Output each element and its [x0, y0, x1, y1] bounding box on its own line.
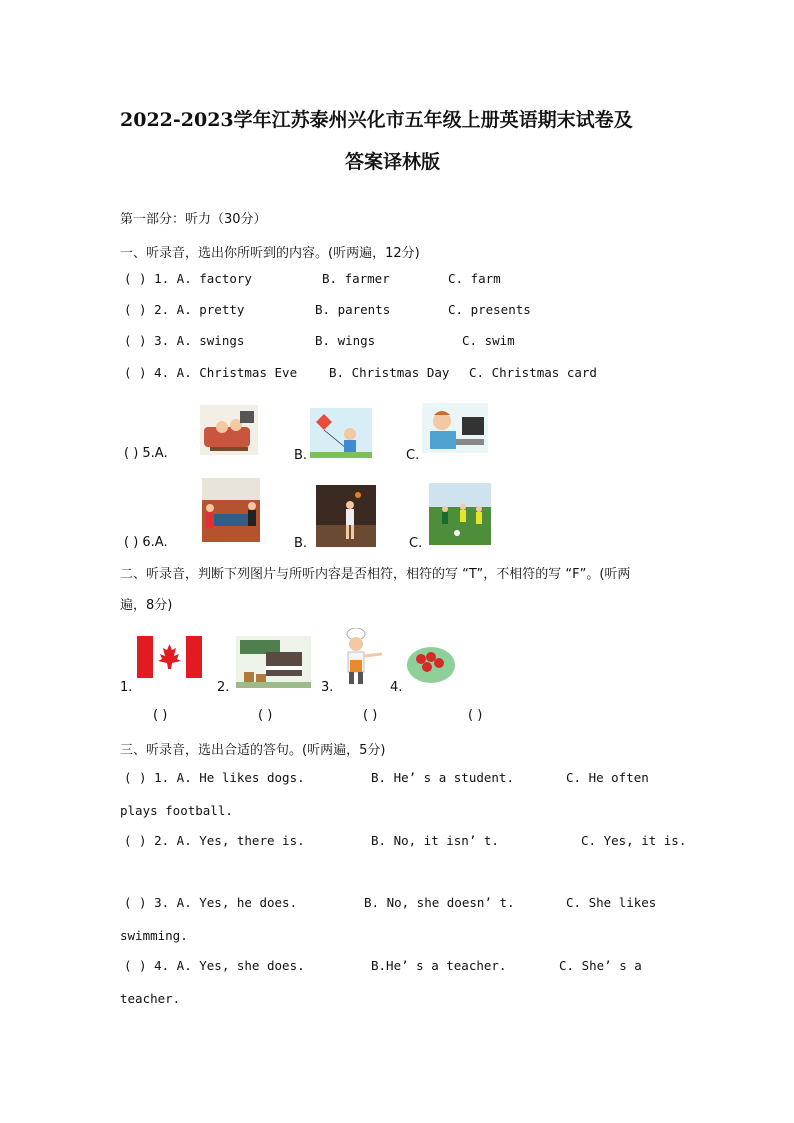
q5-option-b: B.	[294, 448, 308, 463]
q4-option-b: B. Christmas Day	[329, 365, 450, 380]
picture-flying-kite	[310, 408, 372, 458]
picture-label-3: 3.	[321, 680, 334, 695]
picture-using-computer	[422, 403, 488, 453]
doc-title-line1: 2022-2023学年江苏泰州兴化市五年级上册英语期末试卷及	[120, 109, 633, 131]
s3-q4-continuation: teacher.	[120, 991, 181, 1006]
picture-chef	[338, 628, 386, 688]
q5-option-a: ( ) 5.A.	[124, 446, 168, 461]
q4-option-c: C. Christmas card	[469, 365, 597, 380]
picture-watching-tv	[200, 405, 258, 455]
s3-q2-option-c: C. Yes, it is.	[581, 833, 687, 848]
s3-q1-option-b: B. He’ s a student.	[371, 770, 514, 785]
q3-option-a: ( ) 3. A. swings	[124, 333, 245, 348]
q2-option-b: B. parents	[315, 302, 391, 317]
section-three-heading: 三、听录音，选出合适的答句。(听两遍，5分)	[120, 743, 386, 758]
picture-football	[429, 483, 491, 545]
q1-option-a: ( ) 1. A. factory	[124, 271, 252, 286]
q5-option-c: C.	[406, 448, 420, 463]
s3-q3-option-b: B. No, she doesn’ t.	[364, 895, 515, 910]
s3-q3-option-a: ( ) 3. A. Yes, he does.	[124, 895, 298, 910]
picture-basketball	[316, 485, 376, 547]
s3-q2-option-a: ( ) 2. A. Yes, there is.	[124, 833, 305, 848]
picture-label-4: 4.	[390, 680, 403, 695]
s3-q1-option-c: C. He often	[566, 770, 649, 785]
q1-option-c: C. farm	[448, 271, 501, 286]
q3-option-c: C. swim	[462, 333, 515, 348]
q6-option-b: B.	[294, 536, 308, 551]
section-one-heading: 一、听录音，选出你所听到的内容。(听两遍，12分)	[120, 246, 420, 261]
s3-q2-option-b: B. No, it isn’ t.	[371, 833, 499, 848]
q2-option-a: ( ) 2. A. pretty	[124, 302, 245, 317]
picture-label-2: 2.	[217, 680, 230, 695]
q6-option-a: ( ) 6.A.	[124, 535, 168, 550]
q6-option-c: C.	[409, 536, 423, 551]
section-two-heading-line1: 二、听录音，判断下列图片与所听内容是否相符，相符的写 “T”，不相符的写 “F”。(听两	[120, 567, 631, 582]
section-two-heading-line2: 遍，8分)	[120, 598, 173, 613]
s3-q4-option-c: C. She’ s a	[559, 958, 642, 973]
s3-q4-option-b: B.He’ s a teacher.	[371, 958, 507, 973]
picture-tomatoes-table	[403, 637, 457, 687]
s3-q3-option-c: C. She likes	[566, 895, 657, 910]
q4-option-a: ( ) 4. A. Christmas Eve	[124, 365, 298, 380]
picture-canada-flag	[137, 636, 202, 678]
s3-q4-option-a: ( ) 4. A. Yes, she does.	[124, 958, 305, 973]
picture-table-tennis	[202, 478, 260, 542]
part-one-heading: 第一部分：听力（30分）	[120, 212, 267, 227]
q3-option-b: B. wings	[315, 333, 376, 348]
answer-blank-3[interactable]: ( )	[363, 708, 378, 723]
q1-option-b: B. farmer	[322, 271, 390, 286]
doc-title-line2: 答案译林版	[345, 151, 441, 173]
s3-q3-continuation: swimming.	[120, 928, 188, 943]
picture-label-1: 1.	[120, 680, 133, 695]
answer-blank-4[interactable]: ( )	[468, 708, 483, 723]
answer-blank-2[interactable]: ( )	[258, 708, 273, 723]
q2-option-c: C. presents	[448, 302, 531, 317]
s3-q1-option-a: ( ) 1. A. He likes dogs.	[124, 770, 305, 785]
picture-piano-classroom	[236, 636, 311, 688]
answer-blank-1[interactable]: ( )	[153, 708, 168, 723]
s3-q1-continuation: plays football.	[120, 803, 233, 818]
